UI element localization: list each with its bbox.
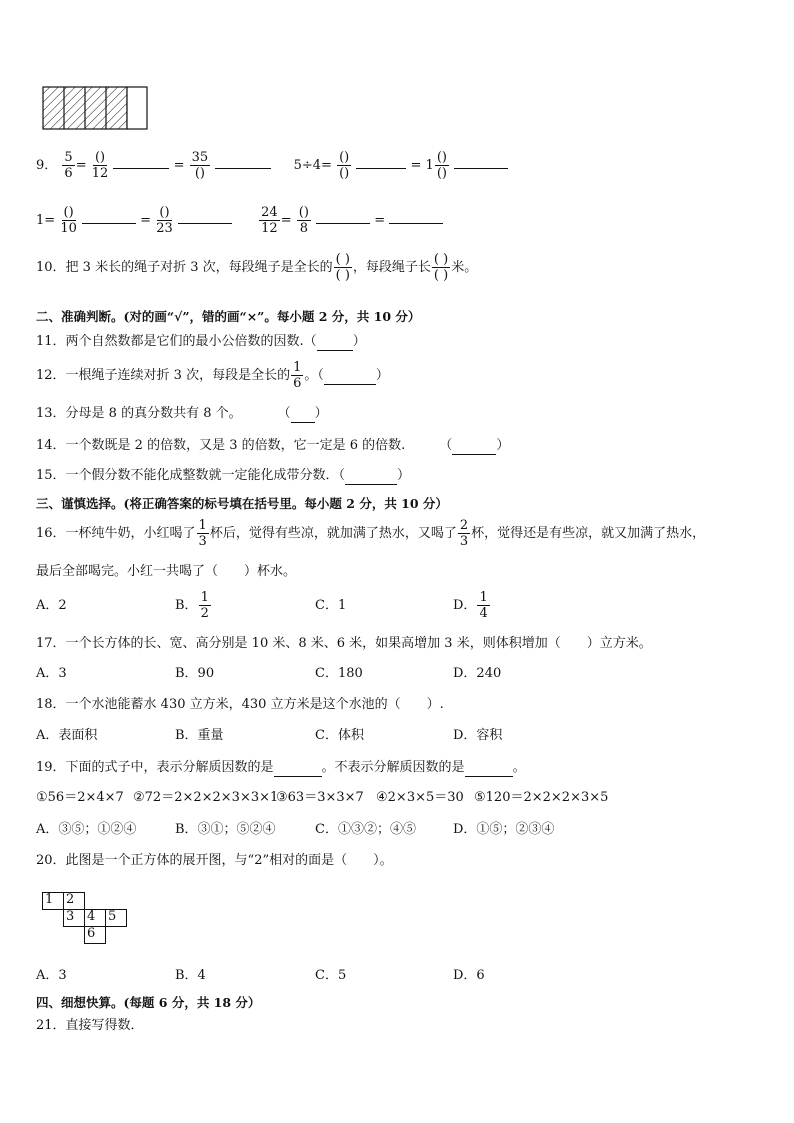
answer-blank[interactable]: [82, 222, 136, 224]
fraction: $\frac{35}{()}$: [191, 150, 209, 181]
q19-option-c[interactable]: C．①③②；④⑤: [315, 822, 416, 837]
q20: 20．此图是一个正方体的展开图，与“2”相对的面是（ ）。: [36, 853, 393, 868]
answer-blank[interactable]: [215, 167, 271, 169]
q16-line2: 最后全部喝完。小红一共喝了（ ）杯水。: [36, 564, 297, 579]
q19-option-d[interactable]: D．①⑤；②③④: [453, 822, 555, 837]
q16-line1: 16．一杯纯牛奶，小红喝了 $\frac{1}{3}$ 杯后，觉得有些凉，就加满了热水，又喝了 $\frac{2}{3}$ 杯，觉得还是有些凉，就又加满了热水，: [36, 518, 706, 549]
fraction: $\frac{5}{6}$: [64, 150, 73, 181]
cube-net-figure: [42, 892, 127, 944]
answer-blank[interactable]: [454, 167, 508, 169]
hatched-fraction-figure: [42, 86, 148, 130]
q17: 17．一个长方体的长、宽、高分别是 10 米、8 米、6 米，如果高增加 3 米，则体积增加（ ）立方米。: [36, 636, 652, 651]
q12: 12．一根绳子连续对折 3 次，每段是全长的 $\frac{1}{6}$ 。（ ）: [36, 360, 389, 391]
q20-option-a[interactable]: A．3: [36, 968, 67, 983]
q19-item-4: ④2×3×5＝30: [376, 790, 464, 805]
answer-blank[interactable]: [113, 167, 169, 169]
q15: 15．一个假分数不能化成整数就一定能化成带分数．（ ）: [36, 468, 411, 483]
fraction: $\frac{24}{12}$: [261, 205, 278, 236]
fraction: $\frac{1}{6}$: [293, 360, 302, 391]
answer-blank[interactable]: [291, 406, 315, 423]
section-3-heading: 三、谨慎选择。(将正确答案的标号填在括号里。每小题 2 分，共 10 分）: [36, 496, 448, 511]
net-cell: 2: [64, 893, 85, 910]
answer-blank[interactable]: [316, 222, 370, 224]
net-cell: 1: [43, 893, 64, 910]
answer-blank[interactable]: [274, 760, 322, 777]
q16-option-c[interactable]: C．1: [315, 598, 347, 613]
q16-option-a[interactable]: A．2: [36, 598, 67, 613]
q18-option-a[interactable]: A．表面积: [36, 728, 98, 743]
q18: 18．一个水池能蓄水 430 立方米，430 立方米是这个水池的（ ）.: [36, 697, 444, 712]
q19-item-3: ③63＝3×3×7: [276, 790, 364, 805]
answer-blank[interactable]: [389, 222, 443, 224]
fraction: $\frac{1}{4}$: [479, 590, 488, 621]
q17-option-b[interactable]: B．90: [175, 666, 215, 681]
q19-item-2: ②72＝2×2×2×3×3×1: [133, 790, 279, 805]
fraction: $\frac{()}{23}$: [156, 205, 173, 236]
net-cell: 4: [85, 910, 106, 927]
answer-fraction[interactable]: $\frac{( )}{( )}$: [433, 252, 449, 283]
q16-option-b[interactable]: B． $\frac{1}{2}$: [175, 590, 209, 621]
q20-option-d[interactable]: D．6: [453, 968, 485, 983]
answer-blank[interactable]: [345, 468, 397, 485]
q13: 13．分母是 8 的真分数共有 8 个。 （ ）: [36, 406, 328, 421]
q10: 10．把 3 米长的绳子对折 3 次，每段绳子是全长的 $\frac{( )}{( )}$ ，每段绳子长 $\frac{( )}{( )}$ 米。: [36, 252, 478, 283]
fraction: $\frac{1}{2}$: [200, 590, 209, 621]
q16-option-d[interactable]: D． $\frac{1}{4}$: [453, 590, 488, 621]
q9-row1: 9． $\frac{5}{6}$ = $\frac{()}{12}$ = $\frac{35}{()}$ 5÷4= $\frac{()}{()}$ = 1 $\frac{()}{()}$: [36, 150, 508, 181]
q17-option-c[interactable]: C．180: [315, 666, 363, 681]
q18-option-c[interactable]: C．体积: [315, 728, 364, 743]
answer-blank[interactable]: [452, 438, 496, 455]
q14: 14．一个数既是 2 的倍数，又是 3 的倍数，它一定是 6 的倍数. （ ）: [36, 438, 510, 453]
fraction: $\frac{()}{10}$: [60, 205, 77, 236]
q9-row2: 1= $\frac{()}{10}$ = $\frac{()}{23}$ $\frac{24}{12}$ = $\frac{()}{8}$ =: [36, 205, 443, 236]
net-cell: 5: [106, 910, 127, 927]
fraction: $\frac{()}{()}$: [339, 150, 350, 181]
answer-blank[interactable]: [356, 167, 406, 169]
q9-number: 9．: [36, 158, 58, 173]
section-4-heading: 四、细想快算。(每题 6 分，共 18 分）: [36, 995, 261, 1010]
q19-option-a[interactable]: A．③⑤；①②④: [36, 822, 137, 837]
q18-option-b[interactable]: B．重量: [175, 728, 224, 743]
section-2-heading: 二、准确判断。(对的画“√”，错的画“×”。每小题 2 分，共 10 分）: [36, 309, 421, 324]
q19-item-5: ⑤120＝2×2×2×3×5: [474, 790, 609, 805]
q19-option-b[interactable]: B．③①；⑤②④: [175, 822, 276, 837]
q11: 11．两个自然数都是它们的最小公倍数的因数.（ ）: [36, 334, 366, 349]
q21: 21．直接写得数．: [36, 1018, 144, 1033]
answer-fraction[interactable]: $\frac{( )}{( )}$: [335, 252, 350, 283]
fraction: $\frac{()}{8}$: [298, 205, 309, 236]
net-cell: 6: [85, 927, 106, 944]
fraction: $\frac{1}{3}$: [198, 518, 207, 549]
q17-option-d[interactable]: D．240: [453, 666, 502, 681]
q17-option-a[interactable]: A．3: [36, 666, 67, 681]
q19: 19．下面的式子中，表示分解质因数的是 。不表示分解质因数的是 。: [36, 760, 526, 775]
q18-option-d[interactable]: D．容积: [453, 728, 503, 743]
answer-blank[interactable]: [317, 334, 353, 351]
answer-blank[interactable]: [178, 222, 232, 224]
q19-item-1: ①56＝2×4×7: [36, 790, 124, 805]
q20-option-b[interactable]: B．4: [175, 968, 206, 983]
fraction: $\frac{()}{()}$: [436, 150, 447, 181]
fraction: $\frac{2}{3}$: [459, 518, 469, 549]
answer-blank[interactable]: [324, 368, 376, 385]
q20-option-c[interactable]: C．5: [315, 968, 347, 983]
net-cell: 3: [64, 910, 85, 927]
fraction: $\frac{()}{12}$: [91, 150, 109, 181]
answer-blank[interactable]: [465, 760, 513, 777]
